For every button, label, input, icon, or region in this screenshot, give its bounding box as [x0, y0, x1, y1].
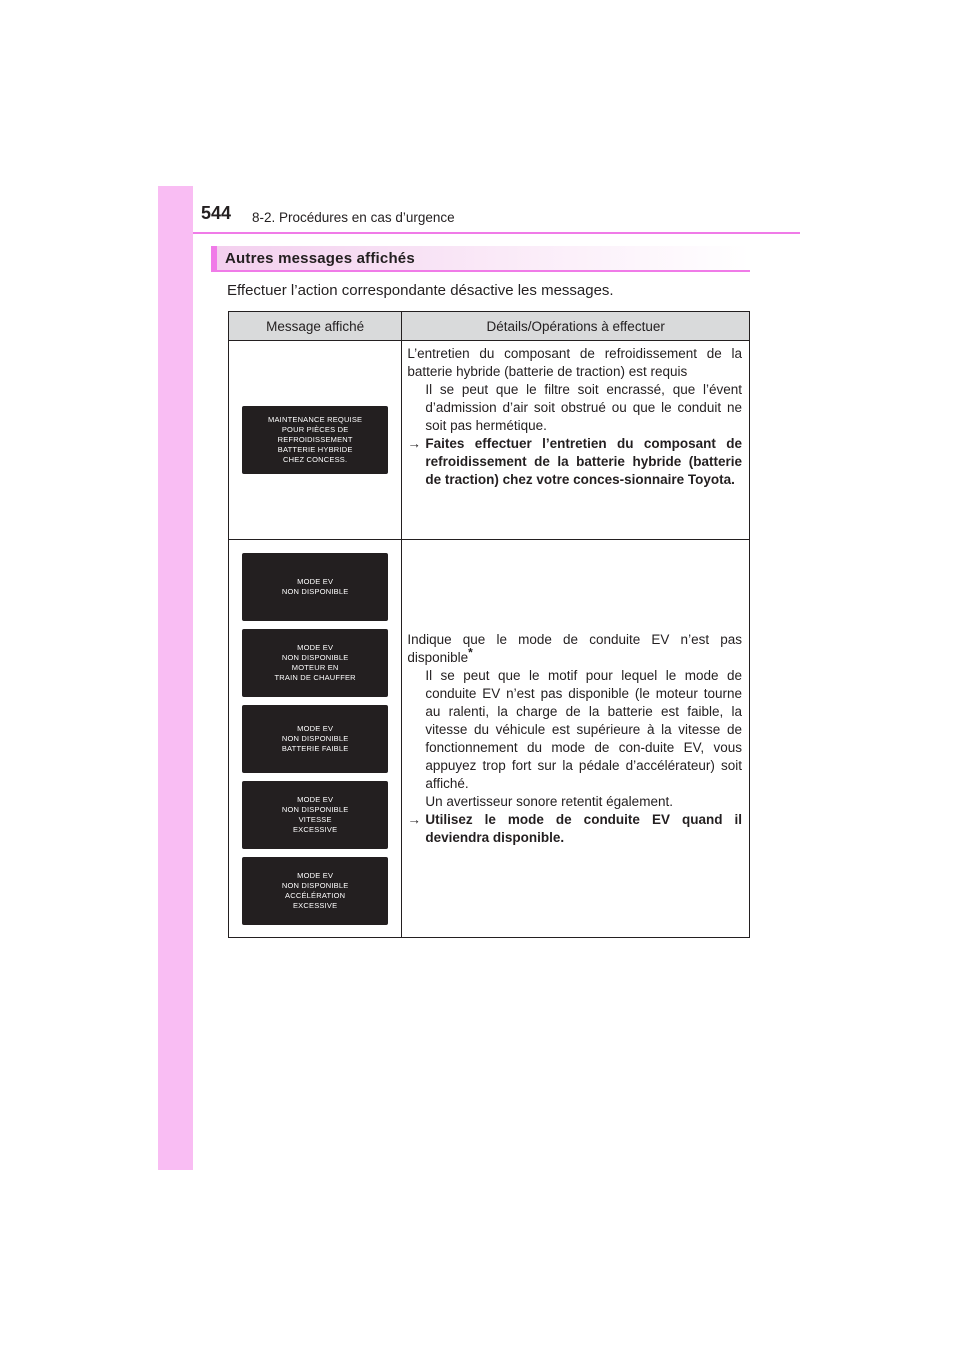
display-screen-ev-acceleration — [242, 857, 388, 925]
screen-line: BATTERIE FAIBLE — [281, 743, 349, 753]
heading-accent-bar — [211, 246, 217, 270]
arrow-icon: → — [407, 811, 421, 827]
details-lead: L’entretien du composant de refroidissement de la batterie hybride (batterie de traction) est requis — [407, 346, 742, 379]
screen-line: VITESSE — [298, 814, 332, 824]
details-cell — [402, 341, 750, 540]
screen-line: NON DISPONIBLE — [281, 652, 349, 662]
screen-line: ACCÉLÉRATION — [285, 890, 346, 900]
screen-line: NON DISPONIBLE — [281, 586, 349, 596]
screen-line: REFROIDISSEMENT — [277, 435, 353, 444]
details-action — [407, 435, 742, 489]
header-message: Message affiché — [229, 312, 402, 341]
screen-line: EXCESSIVE — [292, 900, 338, 910]
details-note-2: Un avertisseur sonore retentit également. — [425, 793, 673, 809]
screen-line: NON DISPONIBLE — [281, 880, 349, 890]
screen-line: MOTEUR EN — [291, 662, 339, 672]
chapter-sidebar-tab — [158, 186, 193, 1170]
screen-line: MODE EV — [297, 642, 334, 652]
section-heading — [211, 246, 750, 272]
header-details: Détails/Opérations à effectuer — [402, 312, 750, 341]
display-screen-maintenance — [242, 406, 388, 474]
screen-line: MODE EV — [297, 576, 334, 586]
page-number: 544 — [201, 203, 232, 223]
intro-text: Effectuer l’action correspondante désactive les messages. — [227, 282, 614, 299]
display-screen-ev-engine-warming — [242, 629, 388, 697]
display-screen-ev-unavailable — [242, 553, 388, 621]
message-cell — [229, 540, 402, 938]
arrow-icon: → — [407, 436, 421, 451]
header-rule — [193, 232, 800, 234]
lead-text: Indique que le mode de conduite EV n’est pas disponible — [407, 631, 742, 665]
screen-line: BATTERIE HYBRIDE — [277, 445, 353, 454]
details-lead — [407, 631, 742, 667]
screen-line: MODE EV — [297, 870, 334, 880]
screen-line: MODE EV — [297, 794, 334, 804]
screen-line: TRAIN DE CHAUFFER — [274, 672, 356, 682]
screen-line: EXCESSIVE — [292, 824, 338, 834]
display-screen-ev-speed — [242, 781, 388, 849]
messages-table — [228, 311, 750, 938]
screen-line: POUR PIÈCES DE — [281, 425, 349, 434]
table-row — [229, 540, 750, 938]
chapter-title: 8-2. Procédures en cas d’urgence — [252, 210, 455, 225]
table-row — [229, 341, 750, 540]
message-cell — [229, 341, 402, 540]
display-screen-ev-battery-low — [242, 705, 388, 773]
screen-line: NON DISPONIBLE — [281, 804, 349, 814]
details-cell — [402, 540, 750, 938]
action-text: Faites effectuer l’entretien du composant de refroidissement de la batterie hybride (batterie de traction) chez votre conces-sionnaire Toyota. — [425, 436, 742, 487]
action-text: Utilisez le mode de conduite EV quand il deviendra disponible. — [425, 811, 742, 845]
footnote-star: * — [468, 645, 473, 659]
details-note: Il se peut que le filtre soit encrassé, que l’évent d’admission d’air soit obstrué ou que le conduit ne soit pas hermétique. — [425, 382, 742, 433]
screen-line: MAINTENANCE REQUISE — [268, 415, 363, 424]
screen-line: NON DISPONIBLE — [281, 733, 349, 743]
screen-line: MODE EV — [297, 723, 334, 733]
details-action — [407, 811, 742, 847]
section-title: Autres messages affichés — [225, 250, 415, 267]
table-header-row — [229, 312, 750, 341]
details-note: Il se peut que le motif pour lequel le mode de conduite EV n’est pas disponible (le moteur tourne au ralenti, la charge de la batterie est faible, la vitesse du véhicule est supérieure à la vitesse de fonctionnement du mode de con-duite EV, vous appuyez trop fort sur la pédale d’accélérateur) soit affiché. — [425, 667, 742, 791]
screen-line: CHEZ CONCESS. — [283, 455, 348, 464]
